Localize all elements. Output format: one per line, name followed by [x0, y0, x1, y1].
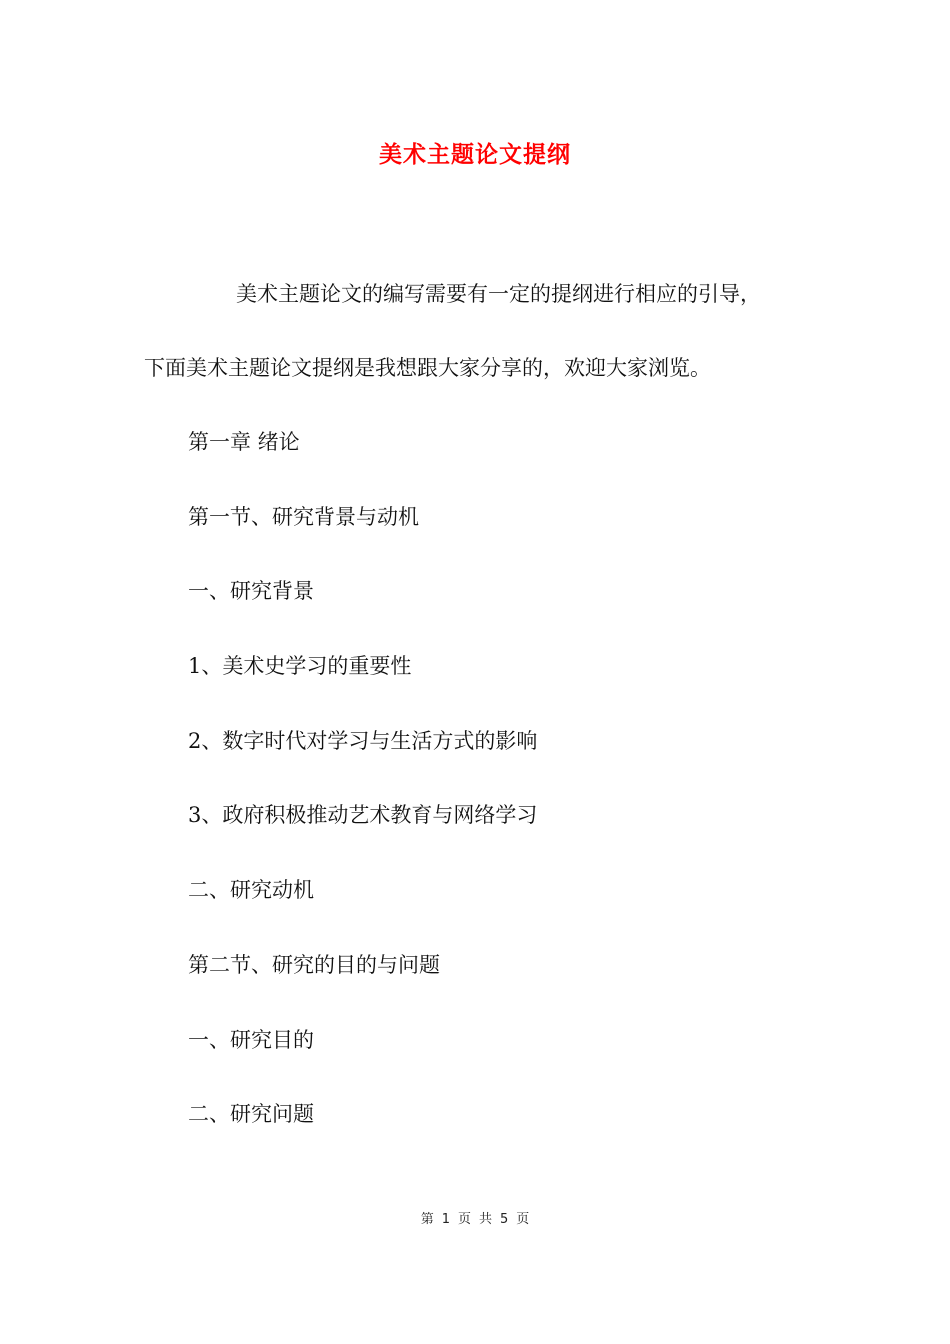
intro-line: 美术主题论文的编写需要有一定的提纲进行相应的引导， — [236, 282, 761, 306]
outline-item: 第二节、研究的目的与问题 — [188, 952, 440, 977]
intro-paragraph — [144, 276, 814, 424]
outline-item: 2、数字时代对学习与生活方式的影响 — [188, 728, 538, 753]
total-label: 共 — [479, 1212, 493, 1227]
outline-item: 二、研究动机 — [188, 878, 314, 903]
outline-item: 第一节、研究背景与动机 — [188, 504, 419, 529]
outline-item: 第一章 绪论 — [188, 430, 300, 454]
outline-item: 3、政府积极推动艺术教育与网络学习 — [188, 803, 538, 828]
page-unit: 页 — [457, 1212, 471, 1227]
outline-item: 1、美术史学习的重要性 — [188, 654, 412, 679]
page-label: 第 — [420, 1212, 434, 1227]
outline-list — [188, 424, 537, 1171]
page-number: 1 — [441, 1212, 450, 1227]
outline-item: 一、研究目的 — [188, 1027, 314, 1052]
page-footer — [0, 1208, 950, 1227]
outline-item: 二、研究问题 — [188, 1102, 314, 1127]
outline-item: 一、研究背景 — [188, 579, 314, 604]
total-unit: 页 — [516, 1212, 530, 1227]
intro-line: 下面美术主题论文提纲是我想跟大家分享的，欢迎大家浏览。 — [144, 356, 711, 380]
total-pages: 5 — [500, 1212, 509, 1227]
document-title: 美术主题论文提纲 — [379, 141, 571, 168]
